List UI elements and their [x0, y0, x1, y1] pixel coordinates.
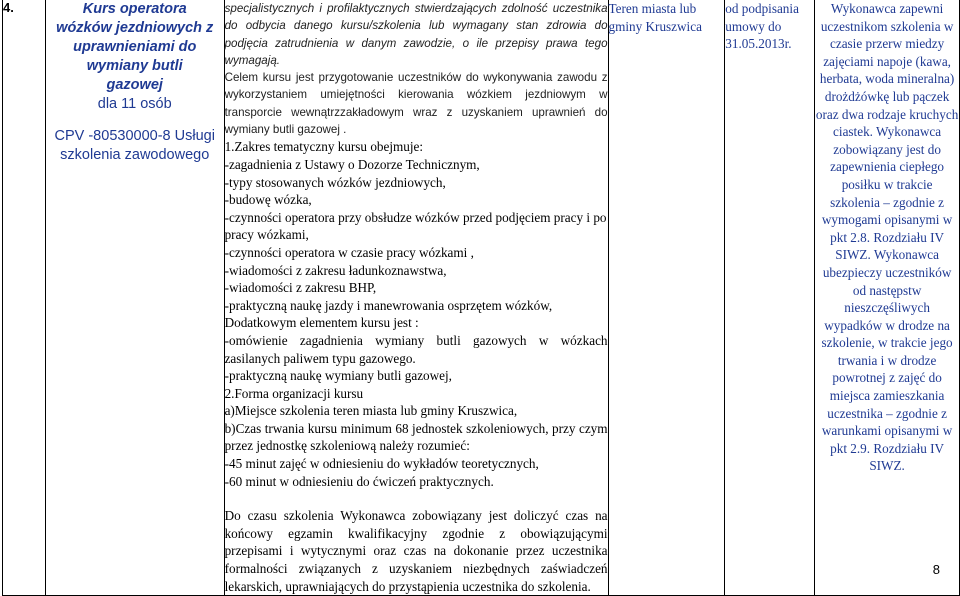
- list-item: -budowę wózka,: [224, 192, 312, 208]
- cpv-code: CPV -80530000-8 Usługi szkolenia zawodowego: [54, 128, 215, 163]
- table-row: [3, 0, 960, 596]
- list-item: -zagadnienia z Ustawy o Dozorze Technicznym,: [224, 156, 480, 172]
- list-item: -wiadomości z zakresu BHP,: [224, 280, 377, 296]
- title-line: uprawnieniami do: [73, 39, 197, 55]
- scope-list: [225, 138, 608, 490]
- list-item: -typy stosowanych wózków jezdniowych,: [224, 174, 446, 190]
- list-item: -praktyczną naukę jazdy i manewrowania osprzętem wózków,: [224, 297, 553, 313]
- title-line: Kurs operatora: [82, 1, 187, 17]
- list-item: -praktyczną naukę wymiany butli gazowej,: [224, 368, 452, 384]
- medical-requirements-text: specjalistycznych i profilaktycznych stwierdzających zdolność uczestnika do odbycia danego kursu/szkolenia lub wymagany stan zdrowia do podjęcia zatrudnienia w danym zawodzie, o ile przepisy prawa tego wymagają.: [224, 2, 608, 67]
- title-line: wózków jezdniowych z: [56, 20, 214, 36]
- list-item: a)Miejsce szkolenia teren miasta lub gminy Kruszwica,: [224, 403, 518, 419]
- course-description: [224, 0, 608, 596]
- course-goal: Celem kursu jest przygotowanie uczestników do wykonywania zawodu z wykorzystaniem umiejętności kierowania wózkiem jezdniowym w transporcie wewnątrzzakładowym wraz z uzyskaniem uprawnień do wymiany butli gazowej .: [224, 71, 608, 137]
- list-item: -czynności operatora w czasie pracy wózkami ,: [224, 244, 474, 260]
- row-number: 4.: [3, 0, 46, 596]
- spacer: [225, 490, 608, 507]
- participants-count: dla 11 osób: [97, 96, 172, 112]
- training-place: Teren miasta lub gminy Kruszwica: [608, 0, 725, 596]
- list-item: Dodatkowym elementem kursu jest :: [224, 315, 419, 331]
- list-item: b)Czas trwania kursu minimum 68 jednostek szkoleniowych, przy czym przez jednostkę szkoleniową należy rozumieć:: [224, 420, 608, 454]
- list-item: -czynności operatora przy obsłudze wózków przed podjęciem pracy i po pracy wózkami,: [224, 209, 607, 243]
- closing-paragraph: Do czasu szkolenia Wykonawca zobowiązany jest doliczyć czas na końcowy egzamin kwalifikacyjny zgodnie z obowiązującymi przepisami i wytycznymi oraz czas na dokonanie przez uczestnika formalności związanych z uzyskaniem niezbędnych zaświadczeń lekarskich, uprawniających do przystąpienia uczestnika do szkolenia.: [224, 508, 608, 594]
- list-item: -60 minut w odniesieniu do ćwiczeń praktycznych.: [224, 473, 494, 489]
- list-item: -omówienie zagadnienia wymiany butli gazowych w wózkach zasilanych paliwem typu gazowego.: [224, 332, 608, 366]
- list-item: 2.Forma organizacji kursu: [224, 385, 364, 401]
- course-title-cell: [45, 0, 224, 596]
- contractor-notes: Wykonawca zapewni uczestnikom szkolenia w czasie przerw miedzy zajęciami napoje (kawa, herbata, woda mineralna) drożdżówkę lub pączek oraz dwa rodzaje kruchych ciastek. Wykonawca zobowiązany jest do zapewnienia ciepłego posiłku w trakcie szkolenia – zgodnie z wymogami opisanymi w pkt 2.8. Rozdziału IV SIWZ. Wykonawca ubezpieczy uczestników od następstw nieszczęśliwych wypadków w drodze na szkolenie, w trakcie jego trwania i w drodze powrotnej z zajęć do miejsca zamieszkania uczestnika – zgodnie z warunkami opisanymi w pkt 2.9. Rozdziału IV SIWZ.: [815, 0, 960, 596]
- list-item: -wiadomości z zakresu ładunkoznawstwa,: [224, 262, 447, 278]
- list-item: 1.Zakres tematyczny kursu obejmuje:: [224, 139, 424, 155]
- course-table: [2, 0, 960, 596]
- title-line: wymiany butli: [86, 58, 183, 74]
- training-term: od podpisania umowy do 31.05.2013r.: [725, 0, 815, 596]
- list-item: -45 minut zajęć w odniesieniu do wykładów teoretycznych,: [224, 456, 539, 472]
- page-number: 8: [932, 562, 940, 577]
- course-title: [46, 0, 224, 95]
- title-line: gazowej: [106, 77, 163, 93]
